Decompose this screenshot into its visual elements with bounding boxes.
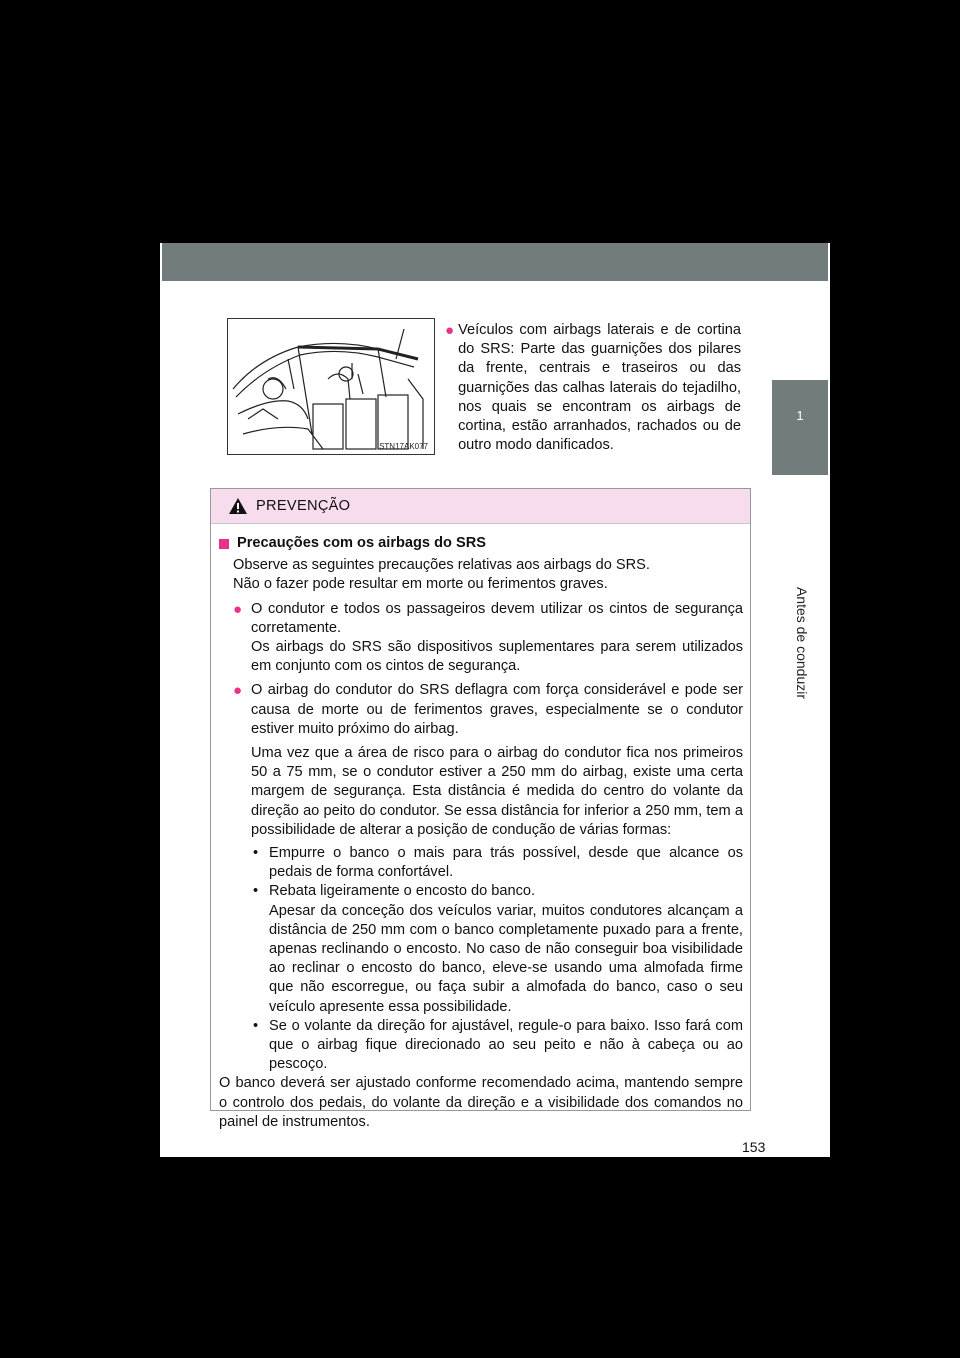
dot-icon: • — [253, 845, 259, 862]
item-1-text: O condutor e todos os passageiros devem utilizar os cintos de segurança corretamente. — [251, 600, 743, 636]
list-item — [233, 681, 743, 1074]
sub-item-3: Se o volante da direção for ajustável, regule-o para baixo. Isso fará com que o airbag fique direcionado ao seu peito e não à cabeça ou ao pescoço. — [269, 1017, 743, 1073]
section-number: 1 — [796, 408, 804, 423]
intro-text: Veículos com airbags laterais e de cortina do SRS: Parte das guarnições dos pilares da frente, centrais e traseiros ou das guarnições das calhas laterais do tejadilho, nos quais se encontram os airbags de cortina, estão arranhados, rachados ou de outro modo danificados. — [458, 322, 741, 454]
figure-code: STN17AK077 — [379, 442, 428, 451]
item-1-note: Os airbags do SRS são dispositivos suplementares para serem utilizados em conjunto com os cintos de segurança. — [251, 639, 743, 675]
page-number: 153 — [742, 1139, 766, 1155]
warning-header-label: PREVENÇÃO — [256, 498, 351, 514]
sub-list-item — [251, 1017, 743, 1075]
bullet-icon: ● — [233, 682, 243, 700]
list-item — [233, 600, 743, 677]
sub-item-2: Rebata ligeiramente o encosto do banco. — [269, 883, 536, 900]
section-label — [782, 478, 822, 808]
intro-bullet — [445, 321, 741, 455]
bullet-icon: ● — [233, 600, 243, 618]
closing-text: O banco deverá ser ajustado conforme recomendado acima, mantendo sempre o controlo dos pedais, do volante da direção e a visibilidade dos comandos no painel de instrumentos. — [219, 1075, 743, 1130]
warning-title — [219, 534, 743, 553]
sub-item-1: Empurre o banco o mais para trás possível, desde que alcance os pedais de forma confortável. — [269, 845, 743, 881]
sub-list-item — [251, 882, 743, 1016]
warning-triangle-icon — [228, 497, 248, 515]
lead-line-2: Não o fazer pode resultar em morte ou ferimentos graves. — [233, 576, 608, 593]
warning-box — [210, 488, 751, 1130]
warning-title-text: Precauções com os airbags do SRS — [237, 535, 486, 551]
dot-icon: • — [253, 1017, 259, 1034]
item-2-detail: Uma vez que a área de risco para o airbag do condutor fica nos primeiros 50 a 75 mm, se o condutor estiver a 250 mm do airbag, existe uma certa margem de segurança. Esta distância é medida do centro do volante da direção ao peito do condutor. Se essa distância for inferior a 250 mm, tem a possibilidade de alterar a posição de condução de várias formas: — [251, 745, 743, 838]
manual-page — [160, 243, 830, 1157]
sub-list-item — [251, 844, 743, 882]
dot-icon: • — [253, 883, 259, 900]
car-interior-drawing — [228, 319, 434, 454]
bullet-icon: ● — [445, 322, 455, 339]
lead-line-1: Observe as seguintes precauções relativas aos airbags do SRS. — [233, 557, 650, 574]
warning-header — [211, 489, 750, 524]
section-tab — [772, 380, 828, 475]
airbag-illustration — [227, 318, 435, 455]
item-2-text: O airbag do condutor do SRS deflagra com força considerável e pode ser causa de morte ou de ferimentos graves, especialmente se o condutor estiver muito próximo do airbag. — [251, 682, 743, 737]
square-bullet-icon — [219, 539, 229, 549]
warning-body — [211, 524, 750, 1132]
sub-item-2-detail: Apesar da conceção dos veículos variar, muitos condutores alcançam a distância de 250 mm com o banco completamente puxado para a frente, apenas reclinando o encosto. No caso de não conseguir boa visibilidade ao reclinar o encosto do banco, eleve-se usando uma almofada firme que não escorregue, ou faça subir a almofada do banco, caso o seu veículo apresente essa possibilidade. — [269, 902, 743, 1015]
header-bar — [162, 243, 828, 281]
section-title: Antes de conduzir — [794, 586, 810, 700]
